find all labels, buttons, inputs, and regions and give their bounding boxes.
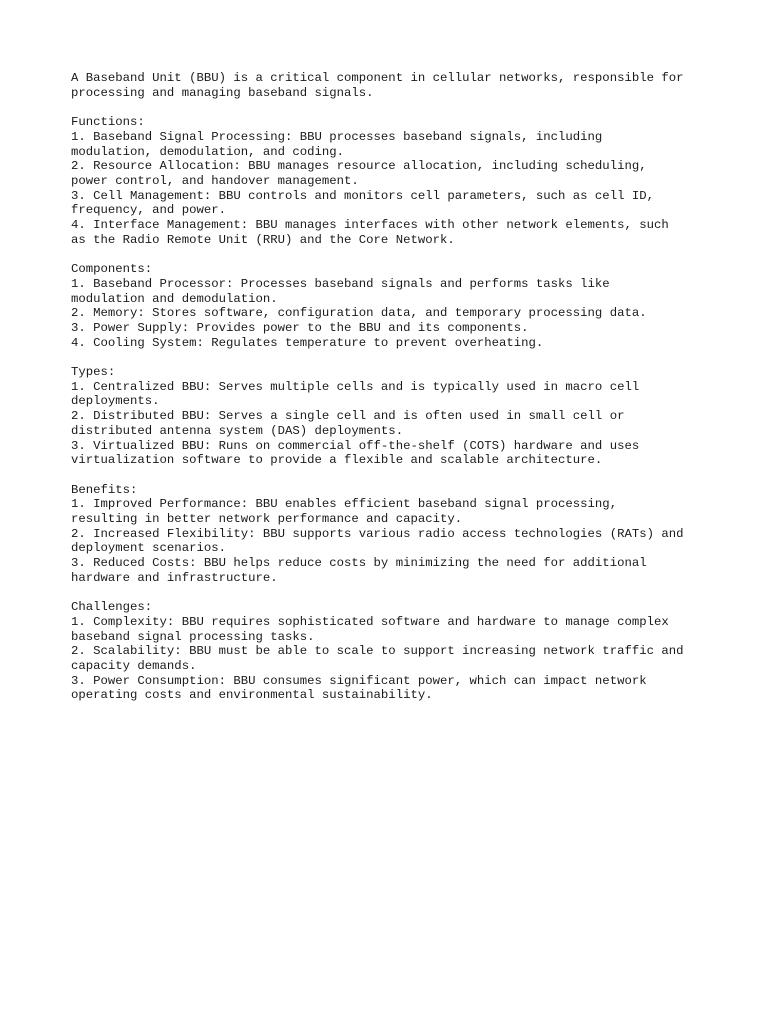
text-line: virtualization software to provide a flexible and scalable architecture. xyxy=(71,453,603,468)
text-line: 3. Power Supply: Provides power to the BBU and its components. xyxy=(71,320,529,335)
text-line: as the Radio Remote Unit (RRU) and the Core Network. xyxy=(71,232,455,247)
text-line: modulation, demodulation, and coding. xyxy=(71,144,345,159)
text-line: 2. Scalability: BBU must be able to scale to support increasing network traffic and xyxy=(71,644,684,659)
section-heading: Challenges: xyxy=(71,600,153,615)
text-line: 3. Reduced Costs: BBU helps reduce costs by minimizing the need for additional xyxy=(71,556,647,571)
text-line: 3. Cell Management: BBU controls and monitors cell parameters, such as cell ID, xyxy=(71,188,654,203)
text-line: 3. Virtualized BBU: Runs on commercial off-the-shelf (COTS) hardware and uses xyxy=(71,438,640,453)
text-line: 1. Baseband Processor: Processes baseband signals and performs tasks like xyxy=(71,276,610,291)
text-line: processing and managing baseband signals. xyxy=(71,85,374,100)
text-line: 1. Baseband Signal Processing: BBU processes baseband signals, including xyxy=(71,129,603,144)
text-line: 1. Improved Performance: BBU enables efficient baseband signal processing, xyxy=(71,497,618,512)
text-line: resulting in better network performance and capacity. xyxy=(71,512,463,527)
text-line: capacity demands. xyxy=(71,659,197,674)
text-line: 2. Distributed BBU: Serves a single cell and is often used in small cell or xyxy=(71,409,625,424)
text-line: 2. Increased Flexibility: BBU supports various radio access technologies (RATs) and xyxy=(71,526,684,541)
text-line: 4. Interface Management: BBU manages interfaces with other network elements, such xyxy=(71,218,669,233)
text-line: power control, and handover management. xyxy=(71,173,359,188)
text-line: hardware and infrastructure. xyxy=(71,570,278,585)
text-line: 2. Resource Allocation: BBU manages resource allocation, including scheduling, xyxy=(71,159,647,174)
benefits-section xyxy=(71,483,711,586)
text-line: 4. Cooling System: Regulates temperature to prevent overheating. xyxy=(71,335,544,350)
text-line: distributed antenna system (DAS) deployments. xyxy=(71,423,404,438)
text-line: frequency, and power. xyxy=(71,203,226,218)
text-line: baseband signal processing tasks. xyxy=(71,629,315,644)
section-heading: Functions: xyxy=(71,115,145,130)
functions-section xyxy=(71,115,711,247)
document-page xyxy=(71,71,711,718)
challenges-section xyxy=(71,600,711,703)
text-line: 1. Complexity: BBU requires sophisticated software and hardware to manage complex xyxy=(71,614,669,629)
text-line: A Baseband Unit (BBU) is a critical component in cellular networks, responsible for xyxy=(71,71,684,85)
text-line: deployments. xyxy=(71,394,160,409)
text-line: 2. Memory: Stores software, configuration data, and temporary processing data. xyxy=(71,306,647,321)
types-section xyxy=(71,365,711,468)
text-line: 1. Centralized BBU: Serves multiple cells and is typically used in macro cell xyxy=(71,379,640,394)
text-line: operating costs and environmental sustainability. xyxy=(71,688,433,703)
text-line: modulation and demodulation. xyxy=(71,291,278,306)
components-section xyxy=(71,262,711,350)
section-heading: Benefits: xyxy=(71,482,138,497)
intro-paragraph xyxy=(71,71,711,100)
section-heading: Types: xyxy=(71,365,116,380)
text-line: deployment scenarios. xyxy=(71,541,226,556)
section-heading: Components: xyxy=(71,262,153,277)
text-line: 3. Power Consumption: BBU consumes significant power, which can impact network xyxy=(71,673,647,688)
